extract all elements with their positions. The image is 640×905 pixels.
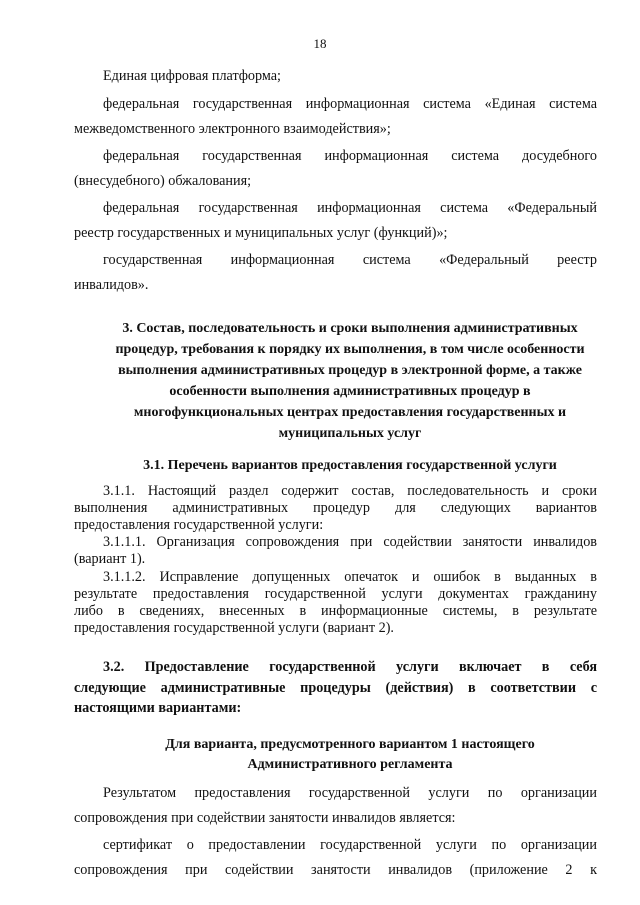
subsection-heading: следующие административные процедуры (действия) в соответствии с — [74, 680, 597, 696]
subsection-heading: настоящими вариантами: — [74, 700, 242, 716]
text-line: 3.1.1.2. Исправление допущенных опечаток и ошибок в выданных в — [103, 569, 597, 585]
text-line: межведомственного электронного взаимодействия»; — [74, 121, 391, 137]
variant-heading: Для варианта, предусмотренного вариантом 1 настоящего — [165, 737, 535, 752]
variant-heading: Административного регламента — [247, 757, 453, 772]
text-line: (вариант 1). — [74, 551, 146, 567]
text-line: федеральная государственная информационная система «Федеральный — [103, 200, 597, 216]
section-heading: процедур, требования к порядку их выполнения, в том числе особенности — [115, 342, 585, 357]
section-heading: 3. Состав, последовательность и сроки выполнения административных — [122, 321, 578, 336]
text-line: сертификат о предоставлении государственной услуги по организации — [103, 837, 597, 853]
text-line: реестр государственных и муниципальных услуг (функций)»; — [74, 225, 448, 241]
text-line: 3.1.1. Настоящий раздел содержит состав, последовательность и сроки — [103, 483, 597, 499]
page-number: 18 — [313, 36, 327, 51]
text-line: 3.1.1.1. Организация сопровождения при содействии занятости инвалидов — [103, 534, 597, 550]
section-heading: муниципальных услуг — [278, 426, 422, 441]
text-line: предоставления государственной услуги (вариант 2). — [74, 620, 394, 636]
text-line: государственная информационная система «Федеральный реестр — [103, 252, 597, 268]
subsection-heading: 3.1. Перечень вариантов предоставления государственной услуги — [143, 458, 557, 473]
text-line: либо в сведениях, внесенных в информационные системы, в результате — [74, 603, 597, 619]
text-line: сопровождения при содействии занятости инвалидов (приложение 2 к — [74, 862, 597, 878]
text-line: федеральная государственная информационная система «Единая система — [103, 96, 597, 112]
text-line: результате предоставления государственной услуги документах гражданину — [74, 586, 597, 602]
section-heading: выполнения административных процедур в электронной форме, а также — [118, 363, 582, 378]
text-line: (внесудебного) обжалования; — [74, 173, 252, 189]
section-heading: особенности выполнения административных процедур в — [169, 384, 531, 399]
text-line: инвалидов». — [74, 277, 149, 293]
text-line: выполнения административных процедур для следующих вариантов — [74, 500, 597, 516]
section-heading: многофункциональных центрах предоставления государственных и — [133, 405, 567, 420]
text-line: сопровождения при содействии занятости инвалидов является: — [74, 810, 456, 826]
text-line: Результатом предоставления государственной услуги по организации — [103, 785, 597, 801]
text-line: Единая цифровая платформа; — [103, 68, 281, 84]
text-line: предоставления государственной услуги: — [74, 517, 324, 533]
text-line: федеральная государственная информационная система досудебного — [103, 148, 597, 164]
subsection-heading: 3.2. Предоставление государственной услуги включает в себя — [103, 659, 597, 675]
